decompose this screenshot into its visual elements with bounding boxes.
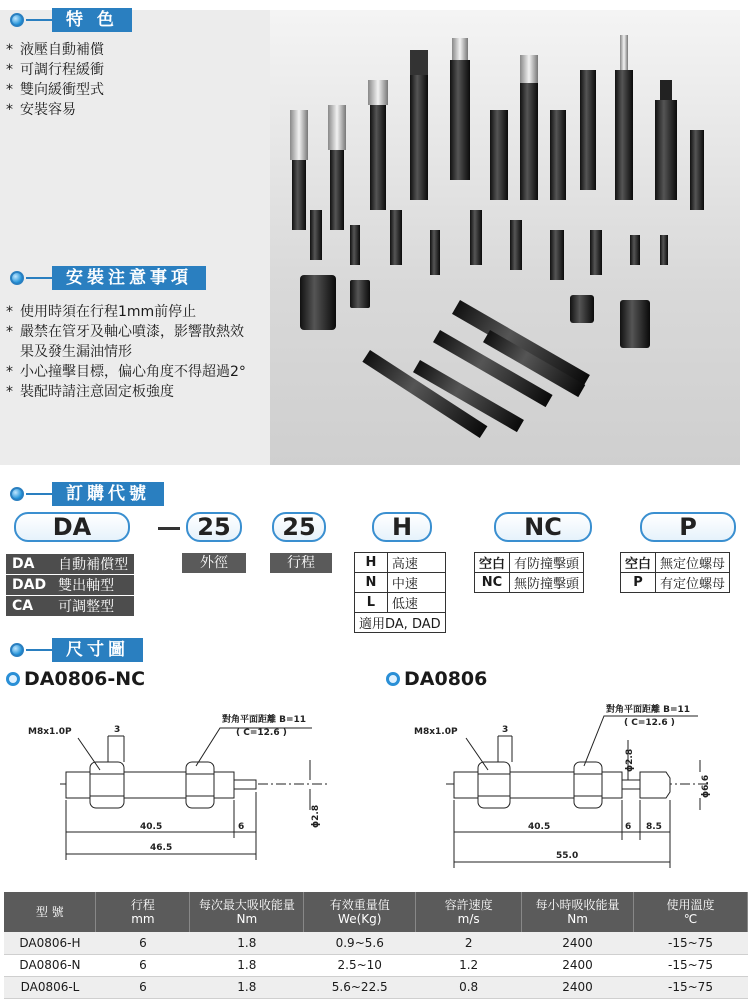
total-length-label: 46.5 bbox=[150, 843, 173, 853]
total-length-label: 55.0 bbox=[556, 851, 579, 861]
stroke-label: 行程 bbox=[270, 553, 332, 573]
col-header: 每小時吸收能量 Nm bbox=[522, 892, 634, 932]
list-item: * 嚴禁在管牙及軸心噴漆，影響散熱效 bbox=[6, 324, 244, 340]
shock-absorbers-illustration bbox=[270, 10, 740, 465]
bullet-dot-icon bbox=[10, 271, 24, 285]
cap-length-label: 8.5 bbox=[646, 822, 662, 832]
table-row: 適用DA, DAD bbox=[355, 613, 446, 633]
order-code-title: 訂購代號 bbox=[52, 482, 164, 506]
list-item: 果及發生漏油情形 bbox=[20, 344, 132, 360]
code-box-stroke: 25 bbox=[272, 512, 326, 542]
table-row: 空白 有防撞擊頭 bbox=[475, 553, 584, 573]
nut-width-label: 3 bbox=[502, 725, 509, 735]
ring-icon bbox=[386, 672, 400, 686]
series-table bbox=[6, 554, 134, 617]
table-row: L 低速 bbox=[355, 593, 446, 613]
bumper-table bbox=[474, 552, 584, 593]
cap-diameter-label: ϕ6.6 bbox=[701, 774, 711, 798]
body-length-label: 40.5 bbox=[140, 822, 163, 832]
nut-table bbox=[620, 552, 730, 593]
speed-table bbox=[354, 552, 446, 633]
bullet-dot-icon bbox=[10, 487, 24, 501]
table-row: NC 無防撞擊頭 bbox=[475, 573, 584, 593]
col-header: 型 號 bbox=[4, 892, 96, 932]
code-box-nut: P bbox=[640, 512, 736, 542]
flat-distance-sub: ( C=12.6 ) bbox=[236, 728, 287, 738]
bullet-dot-icon bbox=[10, 13, 24, 27]
list-item: * 裝配時請注意固定板強度 bbox=[6, 384, 174, 400]
features-header bbox=[10, 8, 132, 32]
table-row: N 中速 bbox=[355, 573, 446, 593]
dimensions-header bbox=[10, 638, 143, 662]
rod-diameter-label: ϕ2.8 bbox=[311, 804, 321, 828]
list-item: * 雙向緩衝型式 bbox=[6, 82, 104, 98]
table-row: DA0806-N 6 1.8 2.5~10 1.2 2400 -15~75 bbox=[4, 954, 748, 976]
table-header-row bbox=[4, 892, 748, 932]
order-code-header bbox=[10, 482, 164, 506]
product-photo bbox=[270, 10, 740, 465]
code-box-speed: H bbox=[372, 512, 432, 542]
dimension-drawing-left bbox=[0, 700, 360, 880]
list-item: * 使用時須在行程1mm前停止 bbox=[6, 304, 197, 320]
outer-diameter-label: 外徑 bbox=[182, 553, 246, 573]
table-row: CA 可調整型 bbox=[6, 596, 134, 617]
rod-length-label: 6 bbox=[625, 822, 632, 832]
table-row: DA0806-H 6 1.8 0.9~5.6 2 2400 -15~75 bbox=[4, 932, 748, 954]
list-item: * 小心撞擊目標，偏心角度不得超過2° bbox=[6, 364, 246, 380]
rod-length-label: 6 bbox=[238, 822, 245, 832]
dimension-drawing-right bbox=[380, 700, 750, 880]
thread-label: M8x1.0P bbox=[28, 727, 72, 737]
code-box-series: DA bbox=[14, 512, 130, 542]
table-row: P 有定位螺母 bbox=[621, 573, 730, 593]
table-row: DA0806-L 6 1.8 5.6~22.5 0.8 2400 -15~75 bbox=[4, 976, 748, 998]
table-row: 空白 無定位螺母 bbox=[621, 553, 730, 573]
rod-diameter-label: ϕ2.8 bbox=[625, 748, 635, 772]
list-item: * 安裝容易 bbox=[6, 102, 76, 118]
ring-icon bbox=[6, 672, 20, 686]
bullet-dot-icon bbox=[10, 643, 24, 657]
dimensions-title: 尺寸圖 bbox=[52, 638, 143, 662]
flat-distance-label: 對角平面距離 B=11 bbox=[606, 705, 691, 715]
install-notes-header bbox=[10, 266, 206, 290]
model-title-right: DA0806 bbox=[386, 668, 487, 690]
body-length-label: 40.5 bbox=[528, 822, 551, 832]
nut-width-label: 3 bbox=[114, 725, 121, 735]
table-row: DAD 雙出軸型 bbox=[6, 575, 134, 596]
list-item: * 可調行程緩衝 bbox=[6, 62, 104, 78]
col-header: 每次最大吸收能量 Nm bbox=[190, 892, 304, 932]
features-title: 特 色 bbox=[52, 8, 132, 32]
code-dash bbox=[158, 527, 180, 530]
col-header: 行程 mm bbox=[96, 892, 190, 932]
col-header: 使用溫度 ℃ bbox=[634, 892, 748, 932]
features-list bbox=[6, 40, 104, 120]
install-notes-list bbox=[6, 302, 268, 402]
table-row: DA 自動補償型 bbox=[6, 554, 134, 575]
spec-table bbox=[4, 892, 748, 999]
model-title-left: DA0806-NC bbox=[6, 668, 145, 690]
list-item: * 液壓自動補償 bbox=[6, 42, 104, 58]
code-box-bumper: NC bbox=[494, 512, 592, 542]
col-header: 容許速度 m/s bbox=[416, 892, 522, 932]
thread-label: M8x1.0P bbox=[414, 727, 458, 737]
col-header: 有效重量值 We(Kg) bbox=[304, 892, 416, 932]
install-notes-title: 安裝注意事項 bbox=[52, 266, 206, 290]
code-box-diameter: 25 bbox=[186, 512, 242, 542]
flat-distance-label: 對角平面距離 B=11 bbox=[222, 715, 307, 725]
flat-distance-sub: ( C=12.6 ) bbox=[624, 718, 675, 728]
table-row: H 高速 bbox=[355, 553, 446, 573]
